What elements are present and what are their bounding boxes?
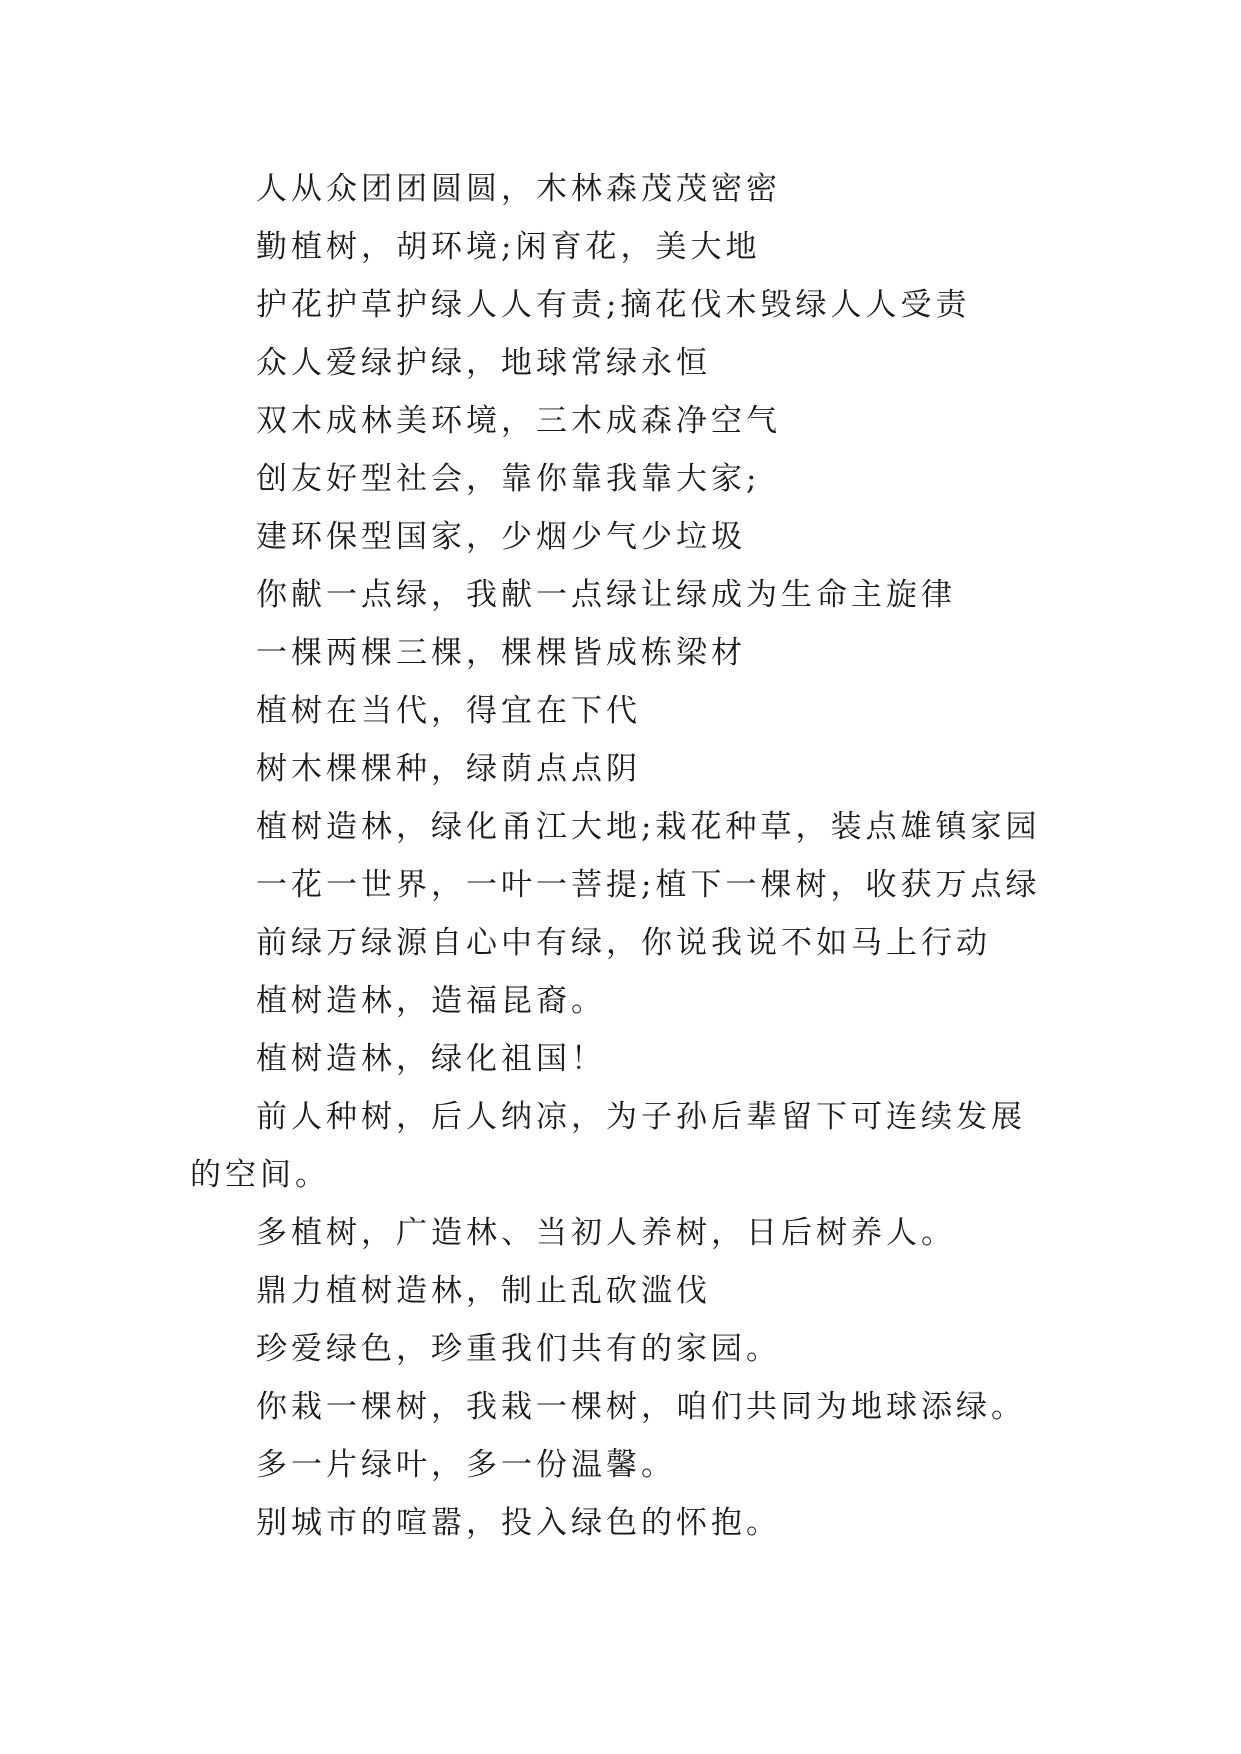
slogan-paragraph: 前人种树，后人纳凉，为子孙后辈留下可连续发展的空间。 xyxy=(190,1099,1026,1193)
slogan-paragraph: 多一片绿叶，多一份温馨。 xyxy=(256,1447,676,1483)
slogan-paragraph: 人从众团团圆圆，木林森茂茂密密 xyxy=(256,171,781,207)
slogan-paragraph: 植树造林，造福昆裔。 xyxy=(256,983,606,1019)
slogan-paragraph: 树木棵棵种，绿荫点点阴 xyxy=(256,751,641,787)
slogan-paragraph: 植树在当代，得宜在下代 xyxy=(256,693,641,729)
slogan-paragraph: 你献一点绿，我献一点绿让绿成为生命主旋律 xyxy=(256,577,956,613)
slogan-paragraph: 勤植树，胡环境;闲育花，美大地 xyxy=(256,229,761,265)
document-body xyxy=(190,160,1050,1552)
slogan-paragraph: 珍爱绿色，珍重我们共有的家园。 xyxy=(256,1331,781,1367)
slogan-paragraph: 护花护草护绿人人有责;摘花伐木毁绿人人受责 xyxy=(256,287,971,323)
slogan-paragraph: 你栽一棵树，我栽一棵树，咱们共同为地球添绿。 xyxy=(256,1389,1026,1425)
slogan-paragraph: 鼎力植树造林，制止乱砍滥伐 xyxy=(256,1273,711,1309)
slogan-paragraph: 创友好型社会，靠你靠我靠大家; xyxy=(256,461,761,497)
slogan-paragraph: 前绿万绿源自心中有绿，你说我说不如马上行动 xyxy=(256,925,991,961)
slogan-paragraph: 植树造林，绿化祖国！ xyxy=(256,1041,606,1077)
slogan-paragraph: 众人爱绿护绿，地球常绿永恒 xyxy=(256,345,711,381)
slogan-paragraph: 植树造林，绿化甬江大地;栽花种草，装点雄镇家园 xyxy=(256,809,1041,845)
slogan-paragraph: 多植树，广造林、当初人养树，日后树养人。 xyxy=(256,1215,956,1251)
slogan-paragraph: 双木成林美环境，三木成森净空气 xyxy=(256,403,781,439)
slogan-paragraph: 别城市的喧嚣，投入绿色的怀抱。 xyxy=(256,1505,781,1541)
slogan-paragraph: 一棵两棵三棵，棵棵皆成栋梁材 xyxy=(256,635,746,671)
slogan-paragraph: 一花一世界，一叶一菩提;植下一棵树，收获万点绿 xyxy=(256,867,1041,903)
slogan-paragraph: 建环保型国家，少烟少气少垃圾 xyxy=(256,519,746,555)
